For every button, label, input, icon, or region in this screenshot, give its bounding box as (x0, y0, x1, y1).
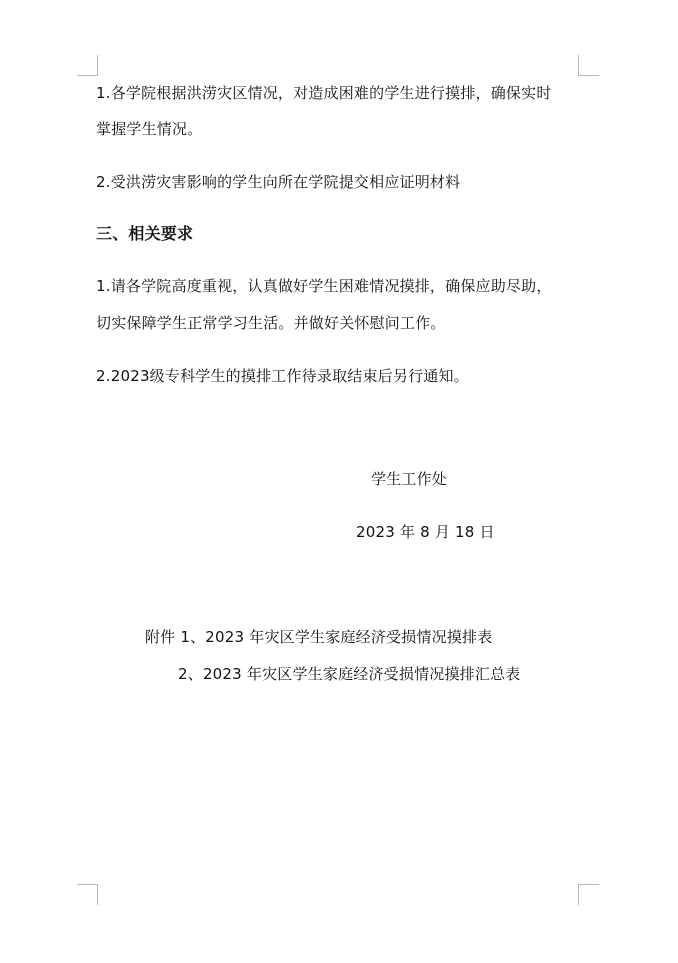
crop-mark-top-right (578, 55, 599, 76)
attachment-line1: 附件 1、2023 年灾区学生家庭经济受损情况摸排表 (145, 628, 493, 646)
requirement1-line2: 切实保障学生正常学习生活。并做好关怀慰问工作。 (96, 314, 446, 332)
crop-mark-bottom-right (578, 884, 599, 905)
requirement1-line1: 1.请各学院高度重视，认真做好学生困难情况摸排，确保应助尽助， (96, 277, 552, 295)
signature-date: 2023 年 8 月 18 日 (356, 523, 495, 541)
item2-text: 2.受洪涝灾害影响的学生向所在学院提交相应证明材料 (96, 173, 461, 191)
item1-line2: 掌握学生情况。 (96, 120, 203, 138)
crop-mark-bottom-left (77, 884, 98, 905)
section3-heading: 三、相关要求 (96, 224, 194, 243)
signature-organization: 学生工作处 (371, 470, 448, 488)
crop-mark-top-left (77, 55, 98, 76)
attachment-line2: 2、2023 年灾区学生家庭经济受损情况摸排汇总表 (178, 665, 521, 683)
requirement2-text: 2.2023级专科学生的摸排工作待录取结束后另行通知。 (96, 367, 469, 385)
item1-line1: 1.各学院根据洪涝灾区情况，对造成困难的学生进行摸排，确保实时 (96, 84, 552, 102)
